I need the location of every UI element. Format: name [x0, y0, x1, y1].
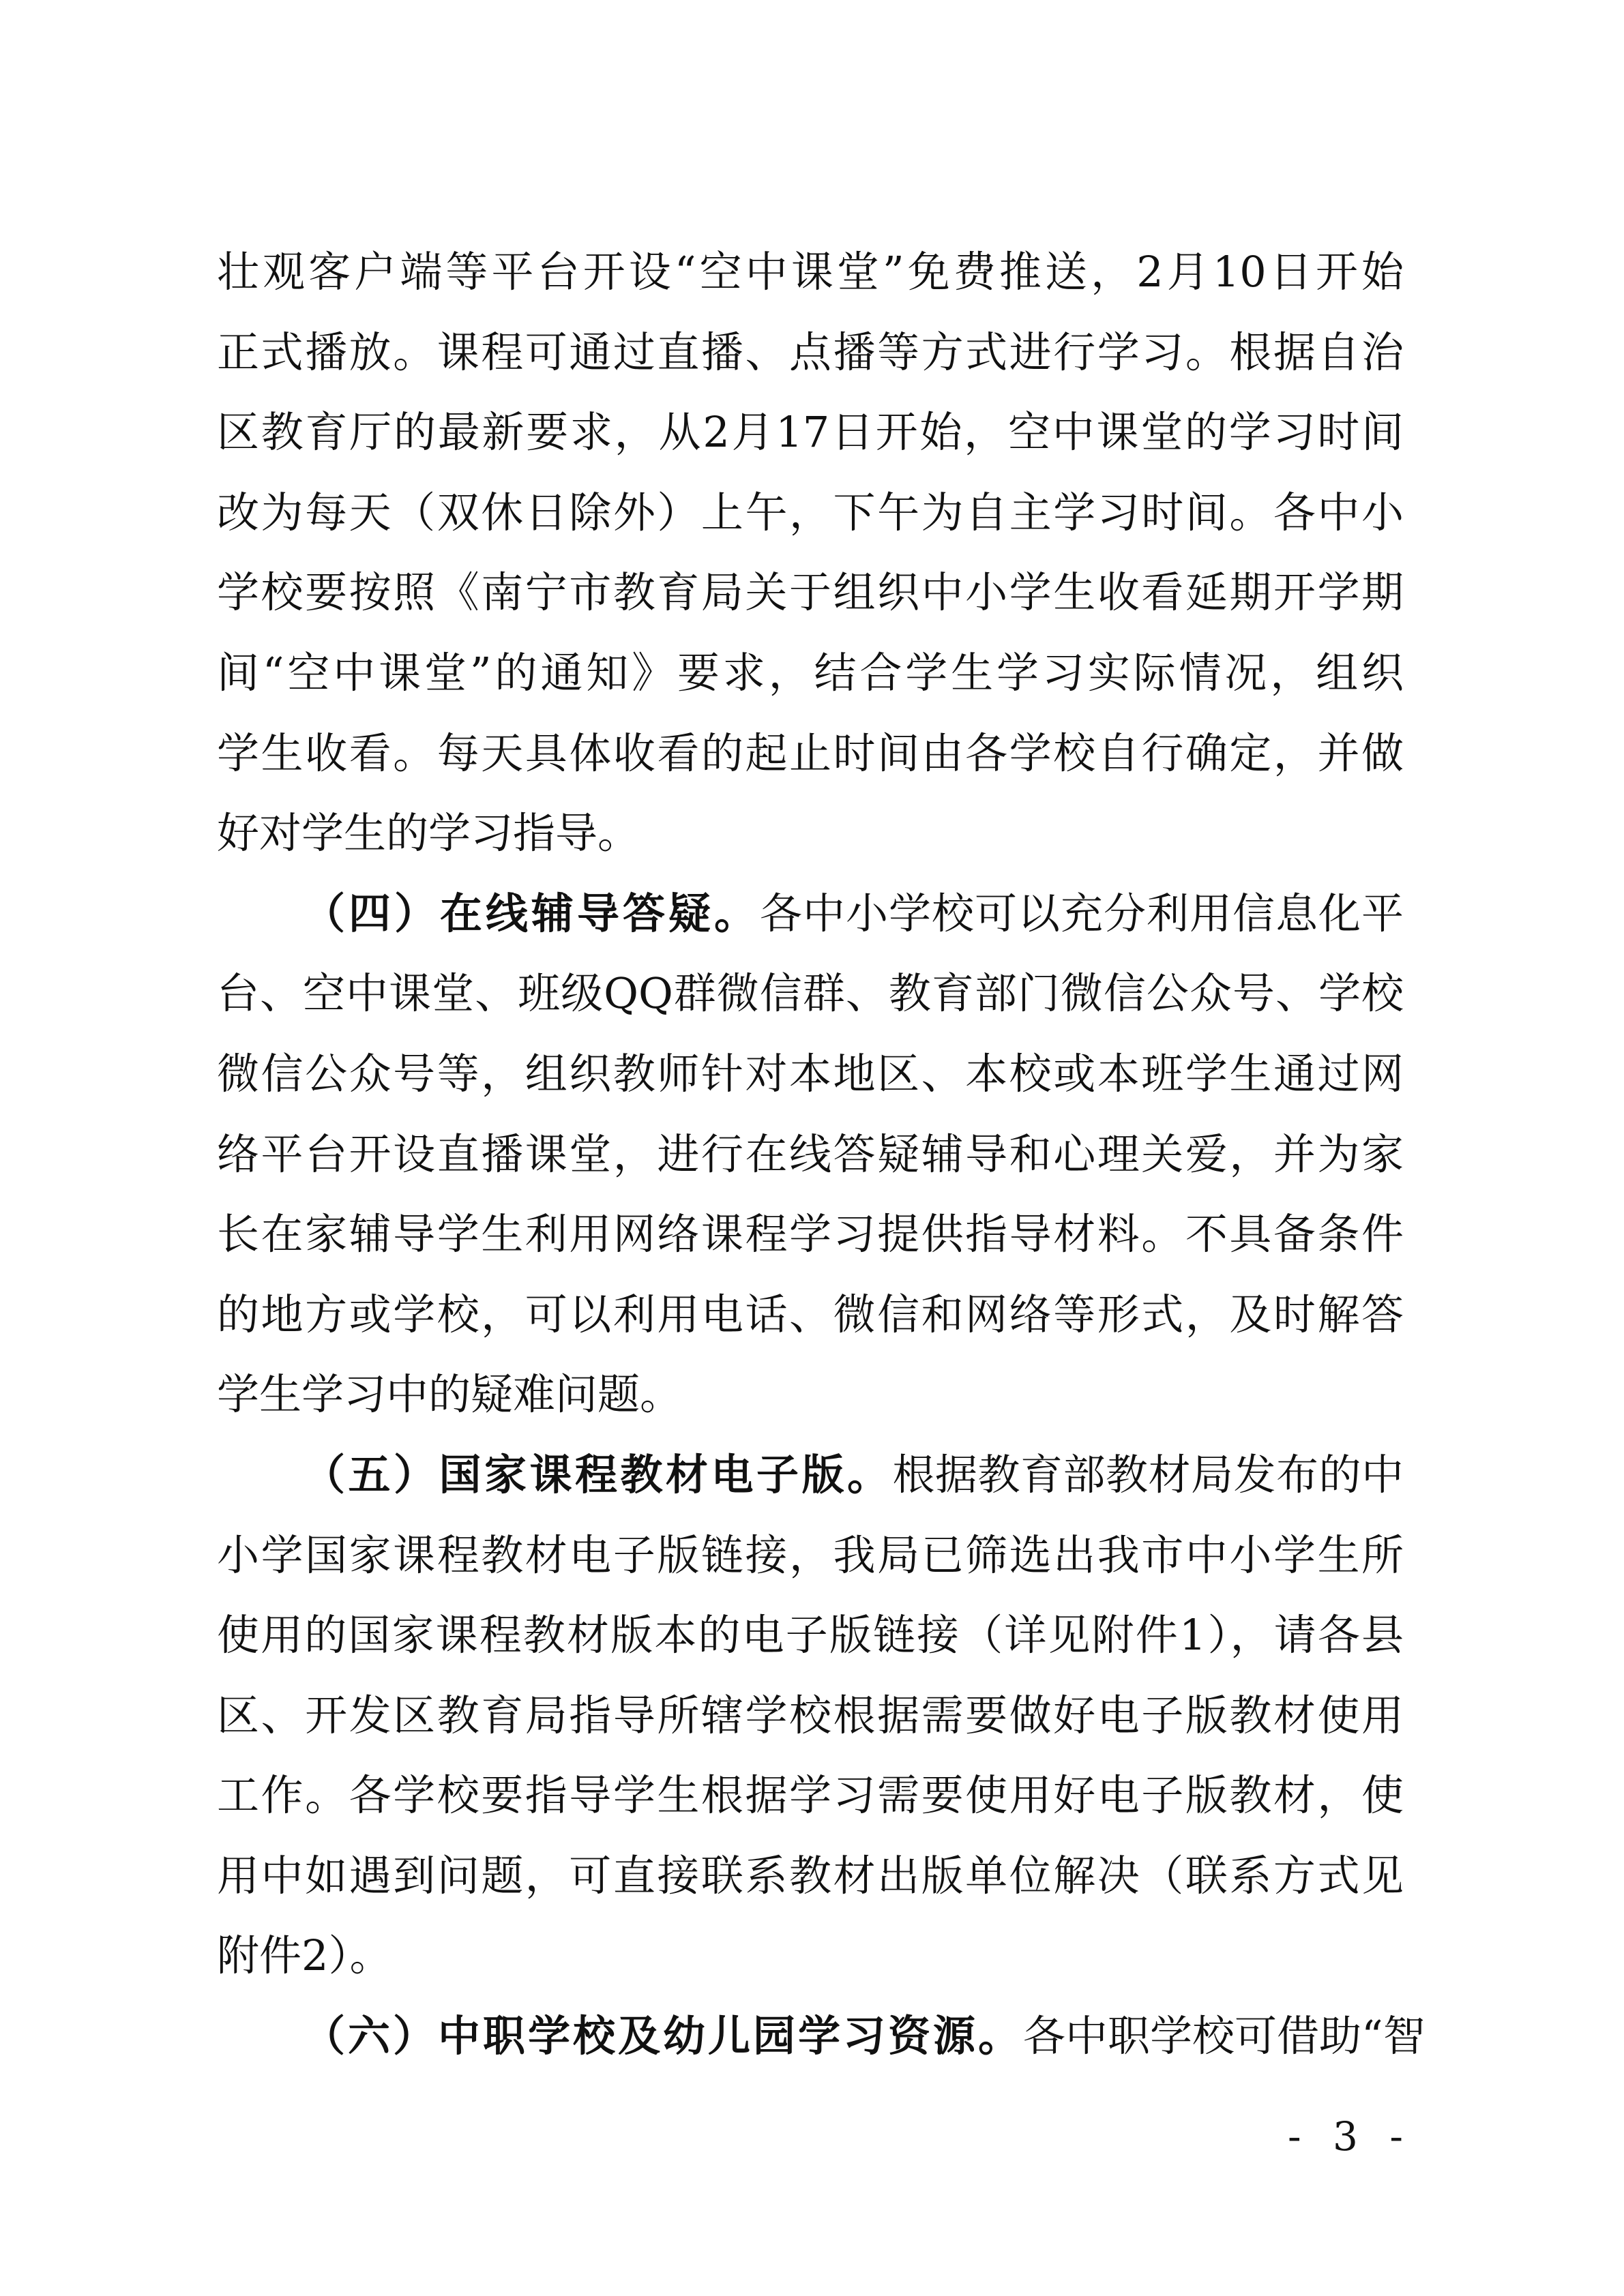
paragraph-line: 的地方或学校，可以利用电话、微信和网络等形式，及时解答: [217, 1289, 1404, 1339]
paragraph-line: 长在家辅导学生利用网络课程学习提供指导材料。不具备条件: [217, 1209, 1404, 1259]
paragraph-line: 区、开发区教育局指导所辖学校根据需要做好电子版教材使用: [217, 1690, 1404, 1740]
paragraph-line: 学校要按照《南宁市教育局关于组织中小学生收看延期开学期: [217, 567, 1404, 618]
paragraph-line: 改为每天（双休日除外）上午，下午为自主学习时间。各中小: [217, 487, 1404, 537]
section-heading: （四）在线辅导答疑。: [303, 888, 760, 938]
paragraph-line: 络平台开设直播课堂，进行在线答疑辅导和心理关爱，并为家: [217, 1129, 1404, 1179]
page-number: - 3 -: [1288, 2113, 1413, 2160]
paragraph-line: 台、空中课堂、班级QQ群微信群、教育部门微信公众号、学校: [217, 968, 1404, 1019]
paragraph-line: [217, 1996, 1426, 2076]
paragraph-line: [217, 1435, 1404, 1515]
paragraph-line: 正式播放。课程可通过直播、点播等方式进行学习。根据自治: [217, 327, 1404, 377]
section-heading: （五）国家课程教材电子版。: [303, 1449, 893, 1500]
paragraph-text: 根据教育部教材局发布的中: [892, 1449, 1404, 1500]
paragraph-line: 微信公众号等，组织教师针对本地区、本校或本班学生通过网: [217, 1048, 1404, 1099]
paragraph-line: 小学国家课程教材电子版链接，我局已筛选出我市中小学生所: [217, 1530, 1404, 1580]
paragraph-line: 学生学习中的疑难问题。: [217, 1369, 683, 1420]
paragraph-line: 附件2）。: [217, 1930, 392, 1981]
paragraph-line: 间“空中课堂”的通知》要求，结合学生学习实际情况，组织: [217, 647, 1404, 698]
paragraph-line: 学生收看。每天具体收看的起止时间由各学校自行确定，并做: [217, 728, 1404, 778]
section-heading: （六）中职学校及幼儿园学习资源。: [303, 2011, 1024, 2061]
paragraph-line: 用中如遇到问题，可直接联系教材出版单位解决（联系方式见: [217, 1850, 1404, 1900]
paragraph-text: 各中职学校可借助“智: [1023, 2011, 1426, 2061]
paragraph-line: 使用的国家课程教材版本的电子版链接（详见附件1），请各县: [217, 1610, 1404, 1660]
paragraph-line: 区教育厅的最新要求，从2月17日开始，空中课堂的学习时间: [217, 407, 1404, 458]
paragraph-line: 壮观客户端等平台开设“空中课堂”免费推送，2月10日开始: [217, 247, 1404, 297]
document-body: [217, 232, 1426, 2076]
paragraph-line: 工作。各学校要指导学生根据学习需要使用好电子版教材，使: [217, 1770, 1404, 1821]
paragraph-line: 好对学生的学习指导。: [217, 808, 640, 859]
paragraph-line: [217, 874, 1404, 954]
paragraph-text: 各中小学校可以充分利用信息化平: [760, 888, 1404, 938]
